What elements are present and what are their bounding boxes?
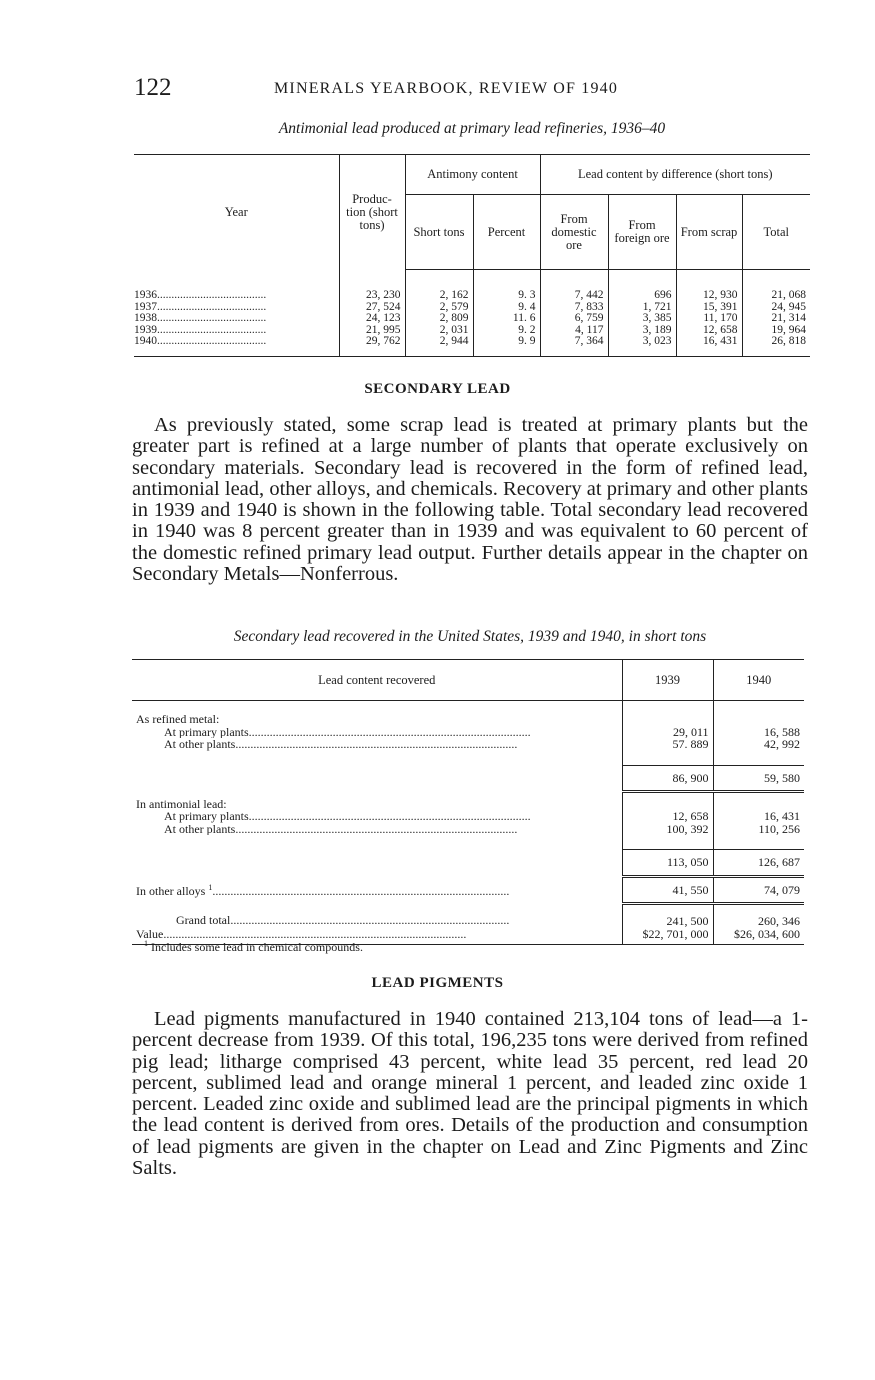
table-row: In antimonial lead: xyxy=(132,792,804,811)
table-row: At primary plants.............................................................................................. 12, 658 16, 431 xyxy=(132,810,804,823)
header-domestic: From domestic ore xyxy=(540,195,608,270)
header-short-tons: Short tons xyxy=(405,195,473,270)
page-number: 122 xyxy=(134,74,172,101)
table-row: 1938...................................... 24, 123 2, 809 11. 6 6, 759 3, 385 11, 170 21, 314 xyxy=(134,313,810,325)
secondary-lead-title: SECONDARY LEAD xyxy=(364,381,511,397)
secondary-lead-table xyxy=(132,659,804,945)
header-scrap: From scrap xyxy=(676,195,742,270)
header-antimony-group: Antimony content xyxy=(405,155,540,195)
table-row: 1939...................................... 21, 995 2, 031 9. 2 4, 117 3, 189 12, 658 19, 964 xyxy=(134,325,810,337)
table-row: At other plants.............................................................................................. 57. 889 42, 992 xyxy=(132,738,804,751)
header-year: Year xyxy=(134,155,339,270)
header-percent: Percent xyxy=(473,195,540,270)
table2-caption: Secondary lead recovered in the United States, 1939 and 1940, in short tons xyxy=(233,628,707,645)
header-lead-group: Lead content by difference (short tons) xyxy=(540,155,810,195)
table-row: Grand total............................................................................................. 241, 500 260, 346 xyxy=(132,904,804,928)
table-row: At other plants.............................................................................................. 100, 392 110, 256 xyxy=(132,823,804,836)
subtotal-row: 113, 050 126, 687 xyxy=(132,850,804,877)
antimonial-lead-table xyxy=(134,154,810,357)
header-1939: 1939 xyxy=(622,660,713,701)
table-row: Value..................................................................................................... $22, 701, 000 $26, 034, 600 xyxy=(132,928,804,945)
table-row: At primary plants.............................................................................................. 29, 011 16, 588 xyxy=(132,726,804,739)
table-row: 1940...................................... 29, 762 2, 944 9. 9 7, 364 3, 023 16, 431 26, 818 xyxy=(134,336,810,356)
header-foreign: From foreign ore xyxy=(608,195,676,270)
table2-footnote: $^1$ Includes some lead in chemical compounds. xyxy=(144,939,363,954)
table1-caption: Antimonial lead produced at primary lead refineries, 1936–40 xyxy=(278,120,666,137)
table-row: As refined metal: xyxy=(132,701,804,726)
lead-pigments-paragraph: Lead pigments manufactured in 1940 contained 213,104 tons of lead—a 1-percent decrease from 1939. Of this total, 196,235 tons were derived from refined pig lead; litharge comprised 43 percent, white lead 35 percent, red lead 20 percent, sublimed lead and orange mineral 1 percent, and leaded zinc oxide 1 percent. Leaded zinc oxide and sublimed lead are the principal pigments in which the lead content is derived from ores. Details of the production and consumption of lead pigments are given in the chapter on Lead and Zinc Pigments and Zinc Salts. xyxy=(132,1008,808,1180)
secondary-lead-paragraph: As previously stated, some scrap lead is treated at primary plants but the greater part is refined at a large number of plants that operate exclusively on secondary materials. Secondary lead is recovered in the form of refined lead, antimonial lead, other alloys, and chemicals. Recovery at primary and other plants in 1939 and 1940 is shown in the following table. Total secondary lead recovered in 1940 was 8 percent greater than in 1939 and was equivalent to 60 percent of the domestic refined primary lead output. Further details appear in the chapter on Secondary Metals—Nonferrous. xyxy=(132,414,808,586)
header-1940: 1940 xyxy=(713,660,804,701)
table-row: 1936...................................... 23, 230 2, 162 9. 3 7, 442 696 12, 930 21, 068 xyxy=(134,270,810,302)
header-lead-content: Lead content recovered xyxy=(132,660,622,701)
lead-pigments-title: LEAD PIGMENTS xyxy=(371,975,504,991)
page-header xyxy=(134,74,734,104)
subtotal-row: 86, 900 59, 580 xyxy=(132,765,804,792)
header-total: Total xyxy=(742,195,810,270)
header-production: Produc- tion (short tons) xyxy=(339,155,405,270)
table-row: 1937...................................... 27, 524 2, 579 9. 4 7, 833 1, 721 15, 391 24, 945 xyxy=(134,302,810,314)
table-row: In other alloys $^1$................................................................................................... 41, 550 74, 079 xyxy=(132,876,804,904)
running-title: MINERALS YEARBOOK, REVIEW OF 1940 xyxy=(274,80,619,97)
